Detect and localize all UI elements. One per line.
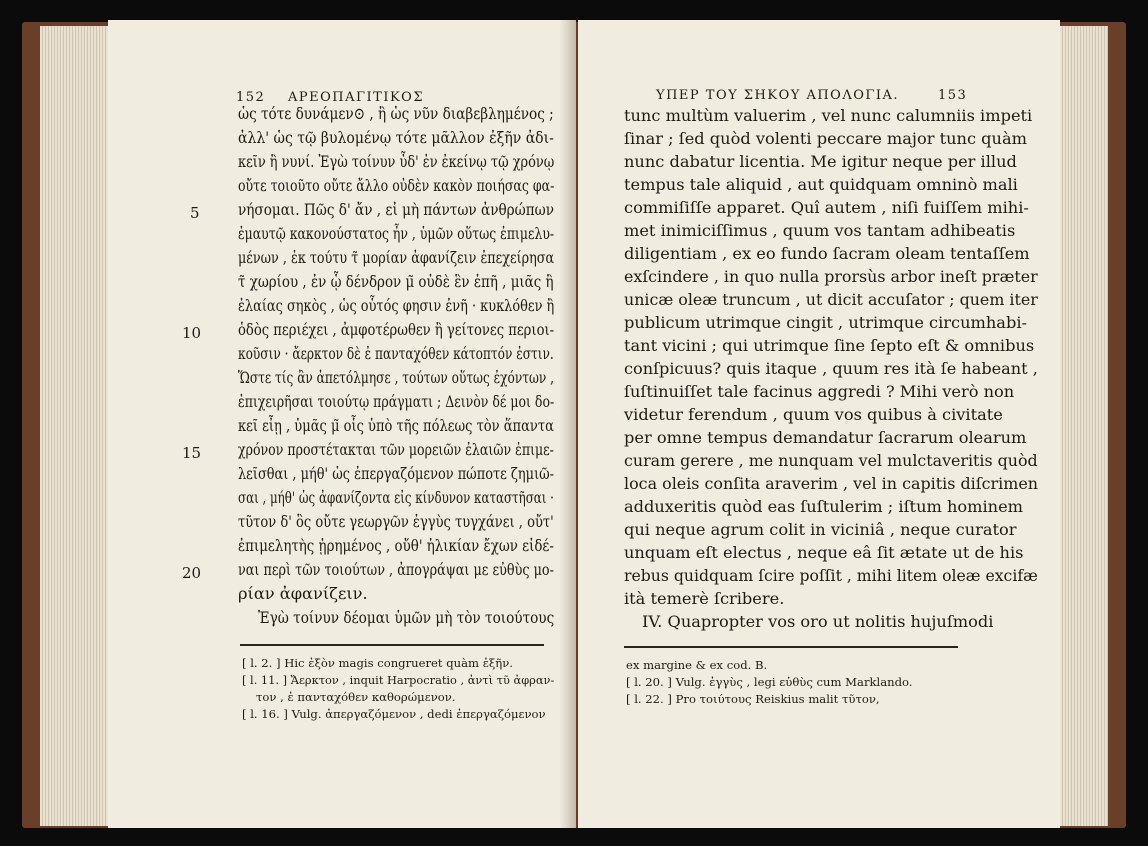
text-line: κεῖν ἢ νυνί. Ἐγὼ τοίνυν ὖδ' ἐν ἐκείνῳ τῷ χρόνῳ (238, 152, 555, 171)
page-number: 152 (236, 90, 266, 105)
text-line: IV. Quapropter vos oro ut nolitis hujuſmodi (642, 612, 994, 631)
text-line: ſinar ; ſed quòd volenti peccare major tunc quàm (624, 129, 1027, 148)
text-line: Ἐγὼ τοίνυν δέομαι ὑμῶν μὴ τὸν τοιούτους (258, 608, 555, 627)
text-line: κεῖ εἶῃ , ὑμᾶς μ̃ οἷς ὑπὸ τῆς πόλεως τὸν ἅπαντα (238, 416, 554, 435)
text-line: publicum utrimque cingit , utrimque circumhabi- (624, 313, 1027, 332)
text-line: ἐλαίας σηκὸς , ὡς οὗτός φησιν ἐνῆ · κυκλόθεν ἢ (238, 296, 555, 315)
text-line: qui neque agrum colit in viciniâ , neque curator (624, 520, 1017, 539)
footnote: [ l. 22. ] Pro τοιύτους Reiskius malit τῦτον, (626, 692, 880, 706)
footnote: τον , ἐ πανταχόθεν καθορώμενον. (256, 690, 456, 704)
text-line: conſpicuus? quis itaque , quum res ità ſe habeant , (624, 359, 1038, 378)
footnote: ex margine & ex cod. B. (626, 658, 768, 672)
text-line: adduxeritis quòd eas ſuſtulerim ; iſtum hominem (624, 497, 1024, 516)
text-line: ναι περὶ τῶν τοιούτων , ἀπογράψαι με εὐθὺς μο- (238, 560, 554, 579)
text-line: unquam eſt electus , neque eâ ſit ætate ut de his (624, 543, 1024, 562)
text-line: diligentiam , ex eo fundo ſacram oleam tentaſſem (624, 244, 1030, 263)
footnote-rule (240, 644, 544, 646)
text-line: per omne tempus demandatur ſacrarum olearum (624, 428, 1027, 447)
text-line: ſuſtinuiſſet tale facinus aggredi ? Mihi verò non (624, 382, 1015, 401)
footnote-rule (624, 646, 958, 648)
text-line: tunc multùm valuerim , vel nunc calumniis impeti (624, 106, 1033, 125)
right-page-edges (1060, 26, 1108, 826)
text-line: λεῖσθαι , μήθ' ὡς ἐπεργαζόμενον πώποτε ζημιῶ- (238, 464, 555, 483)
text-line: commiſiſſe apparet. Quî autem , niſi fuiſſem mihi- (624, 198, 1029, 217)
text-line: νήσομαι. Πῶς δ' ἄν , εἰ μὴ πάντων ἀνθρώπων (238, 200, 555, 219)
text-line: ἀλλ' ὡς τῷ βυλομένῳ τότε μᾶλλον ἐξῆν ἀδι- (238, 128, 554, 147)
footnote: [ l. 20. ] Vulg. ἐγγὺς , legi εὐθὺς cum Marklando. (626, 675, 913, 689)
line-number: 10 (182, 324, 202, 342)
text-line: exſcindere , in quo nulla prorsùs arbor ineſt præter (624, 267, 1038, 286)
page-number: 153 (938, 88, 968, 103)
text-line: ἐπιχειρῆσαι τοιούτῳ πράγματι ; Δεινὸν δέ μοι δο- (238, 392, 555, 411)
text-line: Ὥστε τίς ἂν ἀπετόλμησε , τούτων οὕτως ἐχόντων , (238, 368, 555, 387)
text-line: οὔτε τοιοῦτο οὔτε ἄλλο οὐδὲν κακὸν ποιήσας φα- (238, 176, 555, 195)
line-number: 20 (182, 564, 202, 582)
text-line: ρίαν ἀφανίζειν. (238, 584, 368, 603)
text-line: ὁδὸς περιέχει , ἀμφοτέρωθεν ἢ γείτονες περιοι- (238, 320, 555, 339)
footnote: [ l. 16. ] Vulg. ἀπεργαζόμενον , dedi ἐπεργαζόμενον (242, 707, 546, 721)
running-head: ΥΠΕΡ ΤΟΥ ΣΗΚΟΥ ΑΠΟΛΟΓΙΑ. (656, 88, 900, 103)
text-line: σαι , μήθ' ὡς ἀφανίζοντα εἰς κίνδυνον καταστῆσαι · (238, 488, 554, 507)
text-line: met inimiciſſimus , quum vos tantam adhibeatis (624, 221, 1016, 240)
text-line: ἐμαυτῷ κακονούστατος ἦν , ὑμῶν οὕτως ἐπιμελυ- (238, 224, 555, 243)
text-line: nunc dabatur licentia. Me igitur neque per illud (624, 152, 1017, 171)
text-line: videtur ferendum , quum vos quibus à civitate (624, 405, 1003, 424)
running-head: ΑΡΕΟΠΑΓΙΤΙΚΟΣ (288, 90, 425, 105)
text-line: rebus quidquam ſcire poſſit , mihi litem oleæ excifæ (624, 566, 1038, 585)
text-line: ὡς τότε δυνάμεν⊙ , ἢ ὡς νῦν διαβεβλημένος ; (238, 104, 554, 123)
text-line: κοῦσιν · ἄερκτον δὲ ἐ πανταχόθεν κάτοπτόν ἐστιν. (238, 344, 554, 363)
left-page-edges (40, 26, 112, 826)
text-line: τ̃ χωρίου , ἐν ᾧ δένδρον μ̃ οὐδὲ ἓν ἐπῆ , μιᾶς ἢ (238, 272, 554, 291)
text-line: tant vicini ; qui utrimque ſine ſepto eſt & omnibus (624, 336, 1035, 355)
right-page (578, 20, 1060, 828)
text-line: τῦτον δ' ὃς οὔτε γεωργῶν ἐγγὺς τυγχάνει , οὔτ' (238, 512, 554, 531)
left-page (108, 20, 576, 828)
footnote: [ l. 2. ] Hic ἐξὸν magis congrueret quàm ἐξῆν. (242, 656, 513, 670)
footnote: [ l. 11. ] Ἄερκτον , inquit Harpocratio , ἀντὶ τῦ ἀφραν- (242, 673, 555, 687)
text-line: loca oleis conſita araverim , vel in capitis diſcrimen (624, 474, 1038, 493)
text-line: μένων , ἐκ τούτυ τ̃ μορίαν ἀφανίζειν ἐπεχείρησα (238, 248, 555, 267)
text-line: unicæ oleæ truncum , ut dicit accuſator ; quem iter (624, 290, 1038, 309)
text-line: ἐπιμελητὴς ᾑρημένος , οὔθ' ἡλικίαν ἔχων εἰδέ- (238, 536, 554, 555)
text-line: ità temerè ſcribere. (624, 589, 785, 608)
text-line: χρόνον προστέτακται τῶν μορειῶν ἐλαιῶν ἐπιμε- (238, 440, 554, 459)
line-number: 5 (190, 204, 200, 222)
text-line: curam gerere , me nunquam vel mulctaveritis quòd (624, 451, 1038, 470)
text-line: tempus tale aliquid , aut quidquam omninò mali (624, 175, 1018, 194)
line-number: 15 (182, 444, 202, 462)
